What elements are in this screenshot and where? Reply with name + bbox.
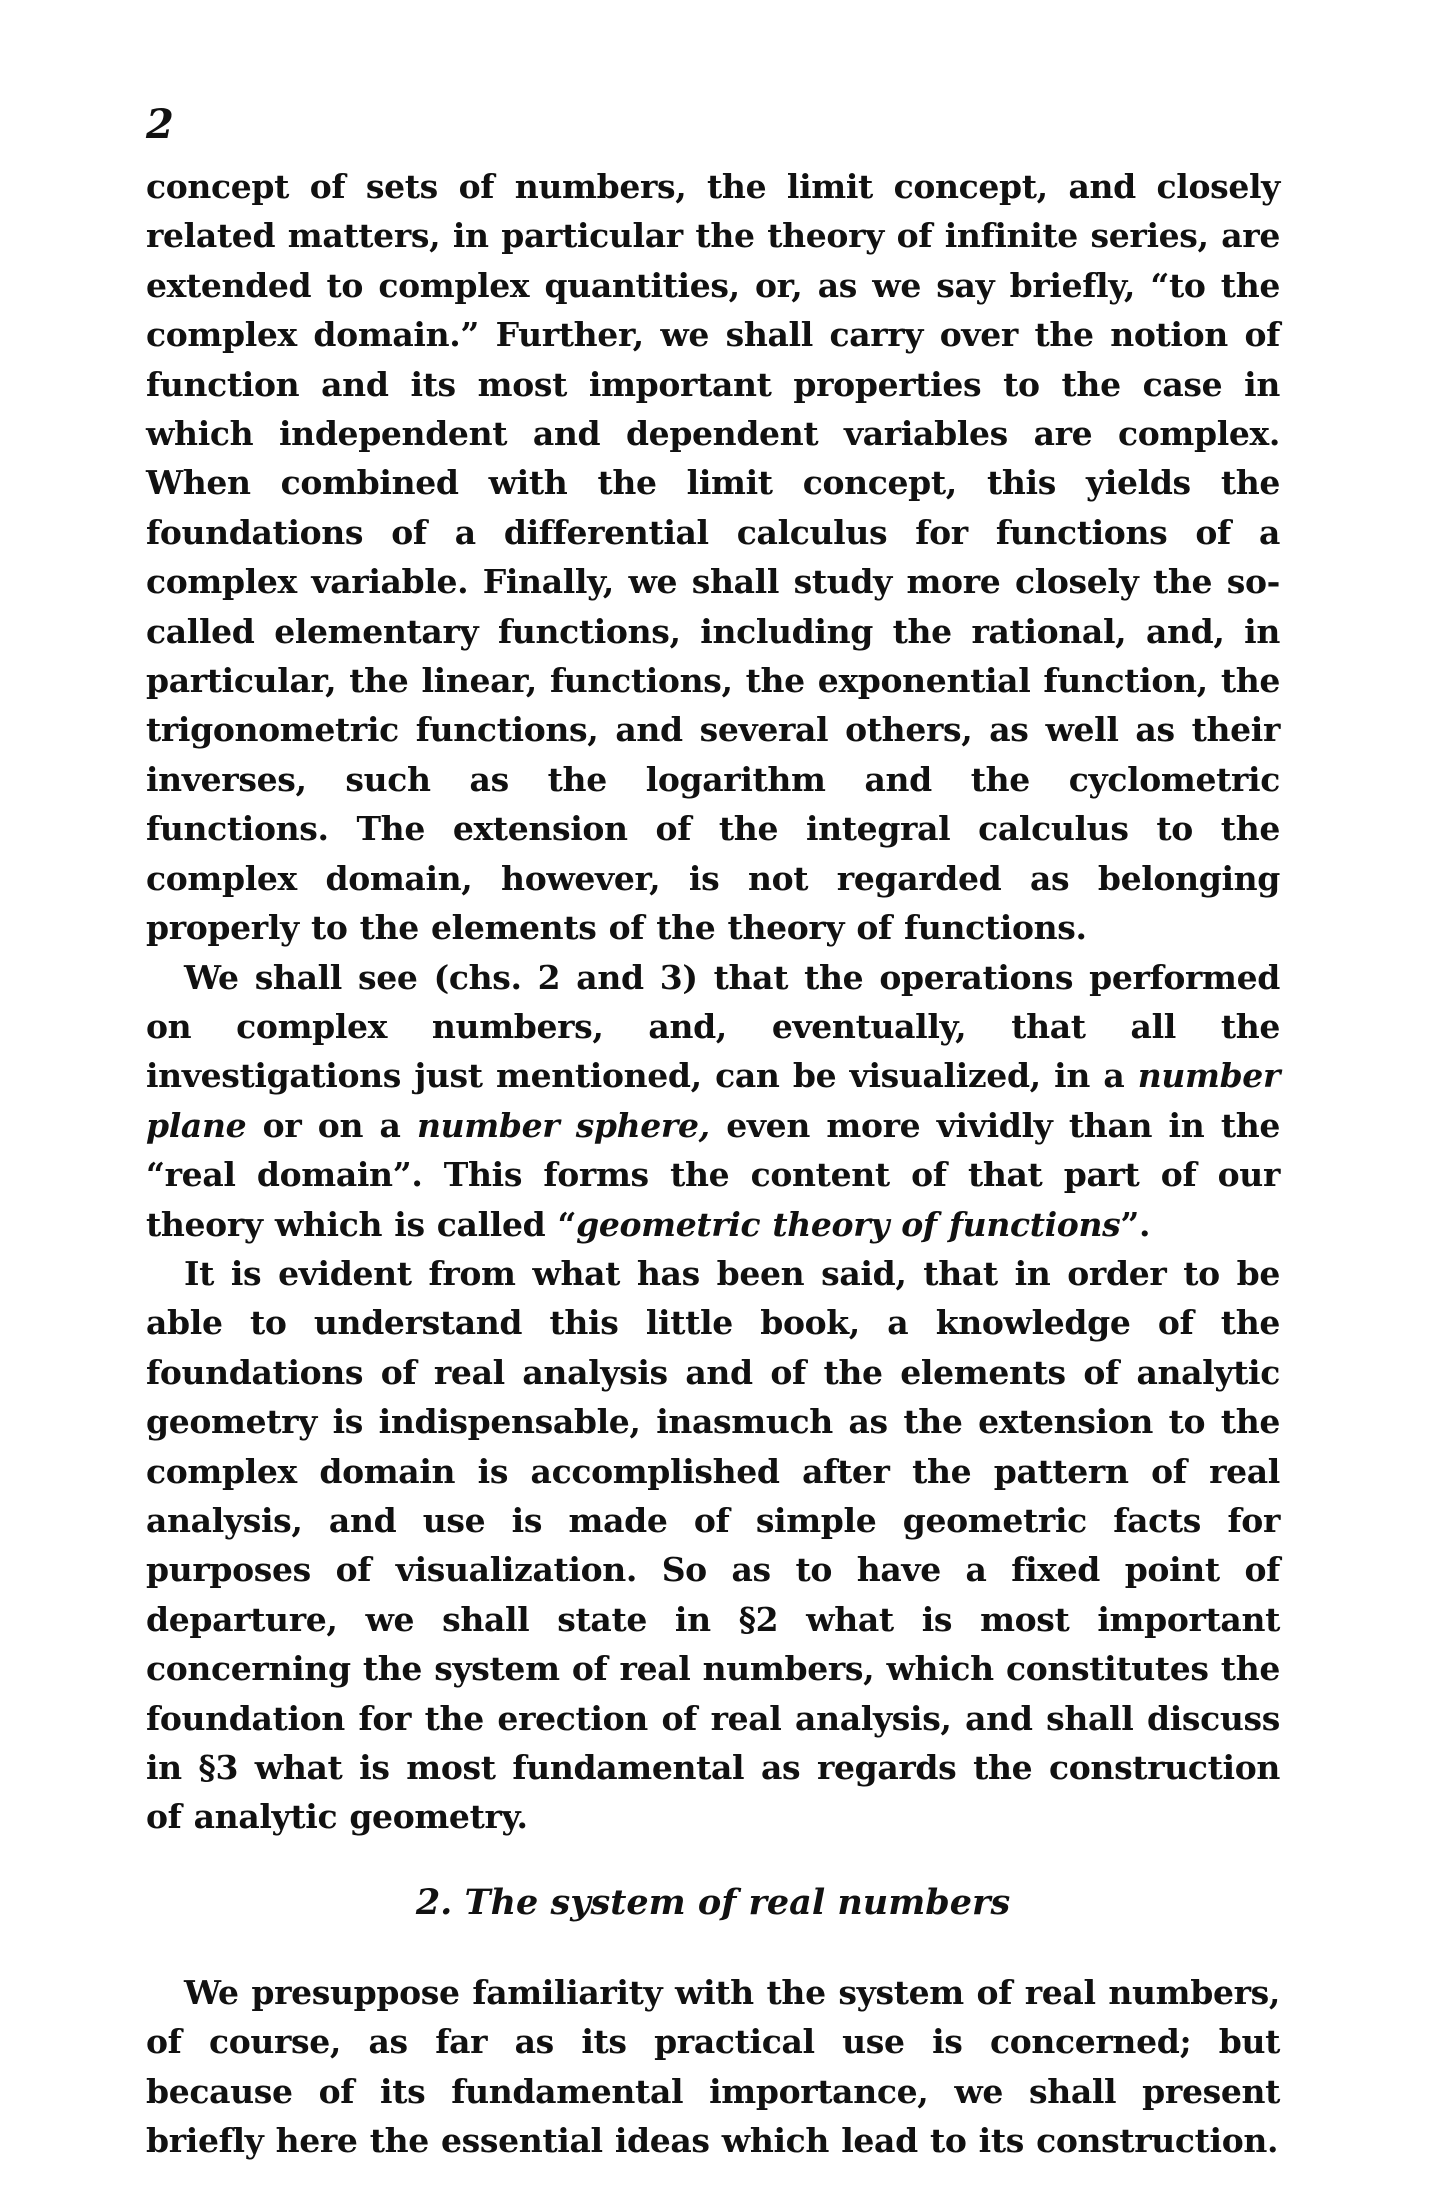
paragraph-text: We shall see (chs. 2 and 3) that the operations performed on complex numbers, and, eventually, that all the investigations just mentioned, can be visualized, in a — [146, 957, 1280, 1096]
paragraph-prerequisites — [146, 1249, 1280, 1842]
paragraph-text: We presuppose familiarity with the system of real numbers, of course, as far as its practical use is concerned; but because of its fundamental importance, we shall present briefly here the essential ideas which lead to its construction. — [146, 1972, 1280, 2161]
italic-term-number-plane: number plane — [146, 1056, 1280, 1145]
paragraph-intro-continued — [146, 162, 1280, 953]
paragraph-text: even more vividly than in the “real domain”. This forms the content of that part of our theory which is called “ — [146, 1105, 1281, 1244]
page — [146, 100, 1280, 2165]
section-number: 2. — [415, 1881, 453, 1923]
section-title: The system of real numbers — [464, 1881, 1011, 1923]
paragraph-text: or on a — [246, 1105, 417, 1145]
page-number: 2 — [146, 101, 174, 148]
section-heading — [146, 1878, 1280, 1928]
paragraph-real-numbers — [146, 1968, 1280, 2166]
italic-term-geometric-theory: geometric theory of functions — [576, 1204, 1121, 1244]
paragraph-visualization — [146, 953, 1280, 1249]
italic-term-number-sphere: number sphere, — [417, 1105, 710, 1145]
paragraph-text: It is evident from what has been said, that in order to be able to understand this little book, a knowledge of the foundations of real analysis and of the elements of analytic geometry is indispensable, inasmuch as the extension to the complex domain is accomplished after the pattern of real analysis, and use is made of simple geometric facts for purposes of visualization. So as to have a fixed point of departure, we shall state in §2 what is most important concerning the system of real numbers, which constitutes the foundation for the erection of real analysis, and shall discuss in §3 what is most fundamental as regards the construction of analytic geometry. — [146, 1253, 1280, 1837]
paragraph-text: concept of sets of numbers, the limit concept, and closely related matters, in particular the theory of infinite series, are extended to complex quantities, or, as we say briefly, “to the complex domain.” Further, we shall carry over the notion of function and its most important properties to the case in which independent and dependent variables are complex. When combined with the limit concept, this yields the foundations of a differential calculus for functions of a complex variable. Finally, we shall study more closely the so-called elementary functions, including the rational, and, in particular, the linear, functions, the exponential function, the trigonometric functions, and several others, as well as their inverses, such as the logarithm and the cyclometric functions. The extension of the integral calculus to the complex domain, however, is not regarded as belonging properly to the elements of the theory of functions. — [146, 167, 1280, 948]
paragraph-text: ”. — [1120, 1204, 1151, 1244]
